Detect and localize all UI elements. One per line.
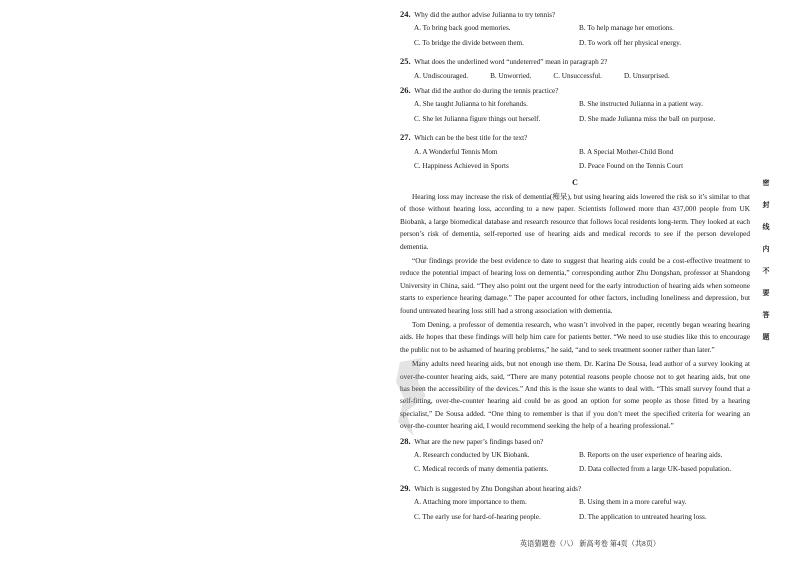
question-text: Why did the author advise Julianna to try tennis? (414, 11, 556, 19)
option-c[interactable]: C. She let Julianna figure things out herself. (414, 114, 541, 123)
option-a[interactable]: A. She taught Julianna to hit forehands. (414, 100, 528, 109)
question-number: 29. (400, 482, 411, 493)
option-d[interactable]: D. To work off her physical energy. (579, 38, 682, 47)
passage-paragraph: “Our findings provide the best evidence to date to suggest that hearing aids could be a cost-effective treatment to reduce the potential impact of hearing loss on dementia,” corresponding author Zhu Dongshan, professor at Shandong University in China, said. “They also point out the urgent need for the early introduction of hearing aids when someone starts to experience hearing damage.” The paper accounted for other factors, including loneliness and depression, but found untreated hearing loss still had a strong association with dementia. (400, 255, 750, 315)
question-text: Which is suggested by Zhu Dongshan about hearing aids? (414, 484, 582, 493)
option-d[interactable]: D. Unsurprised. (623, 71, 670, 80)
question-number: 26. (400, 85, 411, 96)
option-b[interactable]: B. She instructed Julianna in a patient way. (579, 100, 703, 109)
sidebar-char: 答 (762, 311, 770, 319)
option-a[interactable]: A. To bring back good memories. (414, 24, 511, 33)
question-text: What did the author do during the tennis practice? (414, 87, 559, 96)
sidebar-char: 线 (762, 223, 770, 231)
question-number: 24. (400, 9, 411, 19)
passage-paragraph: Tom Dening, a professor of dementia research, who wasn’t involved in the paper, recently began wearing hearing aids. He hopes that these findings will help him care for patients better. “We need to use studies like this to encourage the public not to be ashamed of hearing problems,” he said, “and to seek treatment sooner rather than later.” (400, 319, 750, 354)
reading-passage (400, 191, 750, 433)
question-27 (400, 133, 750, 176)
option-d[interactable]: D. Peace Found on the Tennis Court (579, 162, 684, 171)
sidebar-char: 要 (762, 289, 770, 297)
question-28 (400, 437, 750, 480)
question-number: 28. (400, 435, 411, 446)
option-d[interactable]: D. She made Julianna miss the ball on purpose. (579, 114, 716, 123)
sidebar-char: 不 (762, 267, 770, 275)
options (414, 148, 750, 177)
option-a[interactable]: A. A Wonderful Tennis Mom (414, 147, 498, 156)
option-c[interactable]: C. The early use for hard-of-hearing people. (414, 512, 541, 521)
option-c[interactable]: C. Happiness Achieved in Sports (414, 162, 509, 171)
options (414, 100, 750, 129)
option-a[interactable]: A. Attaching more importance to them. (414, 498, 527, 507)
question-number: 27. (400, 132, 411, 143)
option-d[interactable]: D. The application to untreated hearing loss. (579, 512, 707, 521)
question-number: 25. (400, 56, 411, 67)
option-b[interactable]: B. Reports on the user experience of hearing aids. (579, 451, 723, 459)
sidebar-char: 内 (762, 245, 770, 253)
options (414, 72, 750, 81)
options (414, 24, 750, 53)
sidebar-char: 密 (762, 179, 770, 187)
option-c[interactable]: C. Unsuccessful. (553, 71, 602, 80)
question-text: What does the underlined word “undeterred” mean in paragraph 2? (414, 58, 608, 67)
option-b[interactable]: B. Unworried. (490, 71, 532, 80)
passage-paragraph: Hearing loss may increase the risk of dementia(痴呆), but using hearing aids lowered the risk so it’s similar to that of those without hearing loss, according to a new paper. Scientists followed more than 437,000 people from UK Biobank, a large biomedical database and research resource that follows local residents long-term. They looked at each person’s risk of dementia, self-reported use of hearing aids and medical records to see if the person developed dementia. (400, 191, 750, 251)
exam-page (400, 10, 750, 555)
question-text: What are the new paper’s findings based on? (414, 437, 544, 446)
question-25 (400, 57, 750, 81)
sidebar-char: 题 (762, 333, 770, 341)
option-c[interactable]: C. Medical records of many dementia patients. (414, 465, 549, 474)
option-d[interactable]: D. Data collected from a large UK-based population. (579, 465, 732, 474)
seal-line-sidebar (759, 178, 773, 354)
options (414, 451, 750, 480)
question-text: Which can be the best title for the text? (414, 134, 528, 143)
option-a[interactable]: A. Undiscouraged. (414, 71, 469, 80)
option-c[interactable]: C. To bridge the divide between them. (414, 38, 524, 47)
option-b[interactable]: B. Using them in a more careful way. (579, 498, 687, 507)
question-29 (400, 484, 750, 527)
question-26 (400, 86, 750, 129)
option-b[interactable]: B. A Special Mother-Child Bond (579, 147, 674, 156)
options (414, 498, 750, 527)
page-footer: 英语猜题卷（八） 新高考卷 第4页（共8页） (519, 540, 661, 548)
sidebar-char: 封 (762, 201, 770, 209)
option-b[interactable]: B. To help manage her emotions. (579, 24, 674, 33)
section-label: C (572, 178, 578, 188)
passage-paragraph: Many adults need hearing aids, but not enough use them. Dr. Karina De Sousa, lead author of a survey looking at over-the-counter hearing aids, said, “There are many potential reasons people choose not to get hearing aids, but one has been the accessibility of the devices.” And this is the issue she wants to deal with. “This small survey found that a self-fitting, over-the-counter hearing aid could be as good an option for some people as those fitted by a hearing specialist,” De Sousa added. “One thing to remember is that if you don’t meet the specified criteria for wearing an over-the-counter hearing aid, I would recommend seeking the help of a hearing professional.” (400, 359, 750, 431)
question-24 (400, 10, 750, 53)
option-a[interactable]: A. Research conducted by UK Biobank. (414, 451, 530, 459)
